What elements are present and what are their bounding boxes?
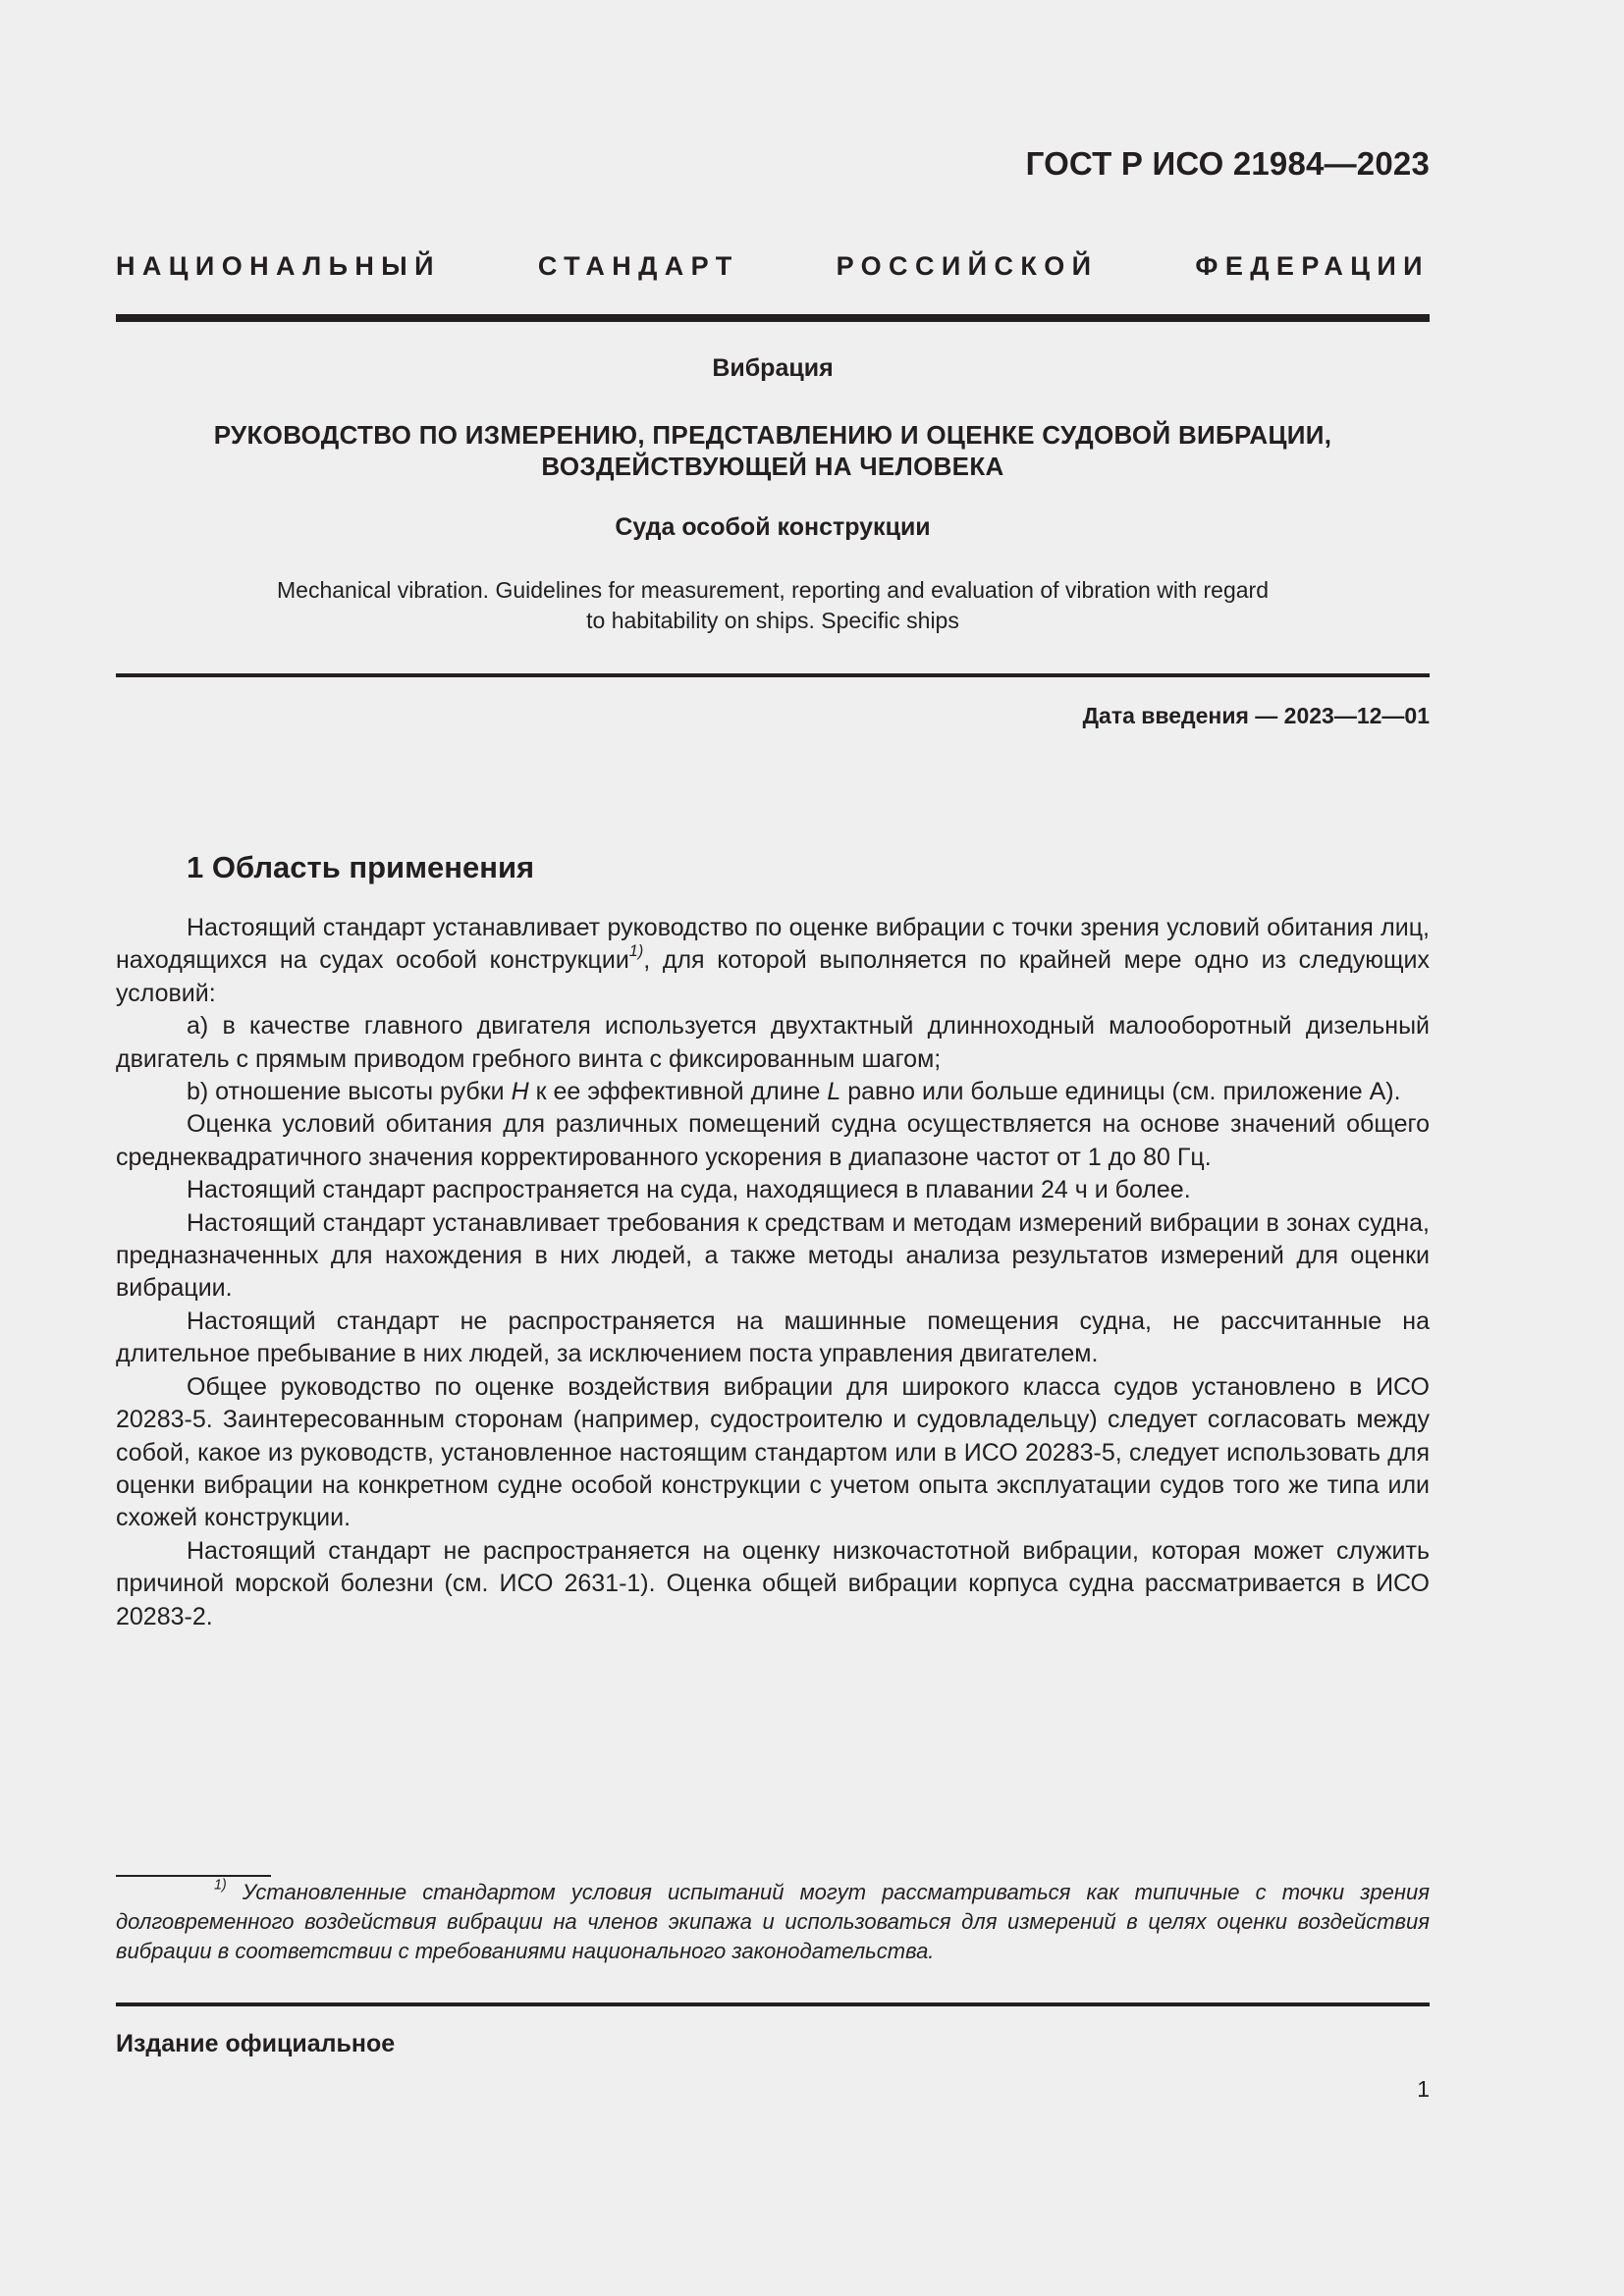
national-standard-heading: НАЦИОНАЛЬНЫЙ СТАНДАРТ РОССИЙСКОЙ ФЕДЕРАЦИИ <box>116 251 1430 281</box>
footer-divider <box>116 2002 1430 2006</box>
english-title-line: Mechanical vibration. Guidelines for measurement, reporting and evaluation of vibration with regard <box>277 577 1269 603</box>
subtitle: Суда особой конструкции <box>615 513 931 541</box>
section-body <box>116 912 1430 1633</box>
topic-title: Вибрация <box>712 354 834 382</box>
paragraph: Настоящий стандарт не распространяется на машинные помещения судна, не рассчитанные на длительное пребывание в них людей, за исключением поста управления двигателем. <box>116 1307 1430 1368</box>
footnote-divider <box>116 1875 271 1877</box>
list-item-a: a) в качестве главного двигателя используется двухтактный длинноходный малооборотный дизельный двигатель с прямым приводом гребного винта с фиксированным шагом; <box>116 1012 1430 1073</box>
edition-label: Издание официальное <box>116 2030 396 2057</box>
document-page <box>116 0 1430 2296</box>
introduction-date: Дата введения — 2023—12—01 <box>1082 703 1430 728</box>
paragraph: Настоящий стандарт не распространяется на оценку низкочастотной вибрации, которая может служить причиной морской болезни (см. ИСО 2631-1). Оценка общей вибрации корпуса судна рассматривается в ИСО 20283-2. <box>116 1536 1430 1630</box>
english-title <box>116 575 1430 636</box>
main-title-line: РУКОВОДСТВО ПО ИЗМЕРЕНИЮ, ПРЕДСТАВЛЕНИЮ И ОЦЕНКЕ СУДОВОЙ ВИБРАЦИИ, <box>213 420 1332 450</box>
header-divider <box>116 314 1430 322</box>
title-divider <box>116 673 1430 677</box>
paragraph: Настоящий стандарт устанавливает руководство по оценке вибрации с точки зрения условий обитания лиц, находящихся на судах особой конструкции$^{1)}$, для которой выполняется по крайней мере одно из следующих условий: <box>116 914 1430 1007</box>
paragraph: Общее руководство по оценке воздействия вибрации для широкого класса судов установлено в ИСО 20283-5. Заинтересованным сторонам (например, судостроителю и судовладельцу) следует согласовать между собой, какое из руководств, установленное настоящим стандартом или в ИСО 20283-5, следует использовать для оценки вибрации на конкретном судне особой конструкции с учетом опыта эксплуатации судов того же типа или схожей конструкции. <box>116 1372 1430 1532</box>
main-title <box>116 419 1430 482</box>
main-title-line: ВОЗДЕЙСТВУЮЩЕЙ НА ЧЕЛОВЕКА <box>541 452 1004 481</box>
paragraph: Оценка условий обитания для различных помещений судна осуществляется на основе значений общего среднеквадратичного значения корректированного ускорения в диапазоне частот от 1 до 80 Гц. <box>116 1110 1430 1171</box>
page-number: 1 <box>1417 2076 1430 2102</box>
section-heading: 1 Область применения <box>187 850 535 884</box>
paragraph: Настоящий стандарт устанавливает требования к средствам и методам измерений вибрации в зонах судна, предназначенных для нахождения в них людей, а также методы анализа результатов измерений для оценки вибрации. <box>116 1208 1430 1303</box>
english-title-line: to habitability on ships. Specific ships <box>586 608 959 633</box>
paragraph: Настоящий стандарт распространяется на суда, находящиеся в плавании 24 ч и более. <box>187 1176 1191 1204</box>
footnote-marker: 1) <box>214 1877 227 1894</box>
footnote-reference: 1) <box>628 942 644 961</box>
list-item-b: b) отношение высоты рубки H к ее эффективной длине L равно или больше единицы (см. приложение А). <box>187 1078 1401 1106</box>
footnote <box>116 1878 1430 1966</box>
document-number: ГОСТ Р ИСО 21984—2023 <box>1025 145 1430 182</box>
footnote-text: Установленные стандартом условия испытаний могут рассматриваться как типичные с точки зрения долговременного воздействия вибрации на членов экипажа и использоваться для измерений в целях оценки воздействия вибрации в соответствии с требованиями национального законодательства. <box>116 1880 1430 1963</box>
